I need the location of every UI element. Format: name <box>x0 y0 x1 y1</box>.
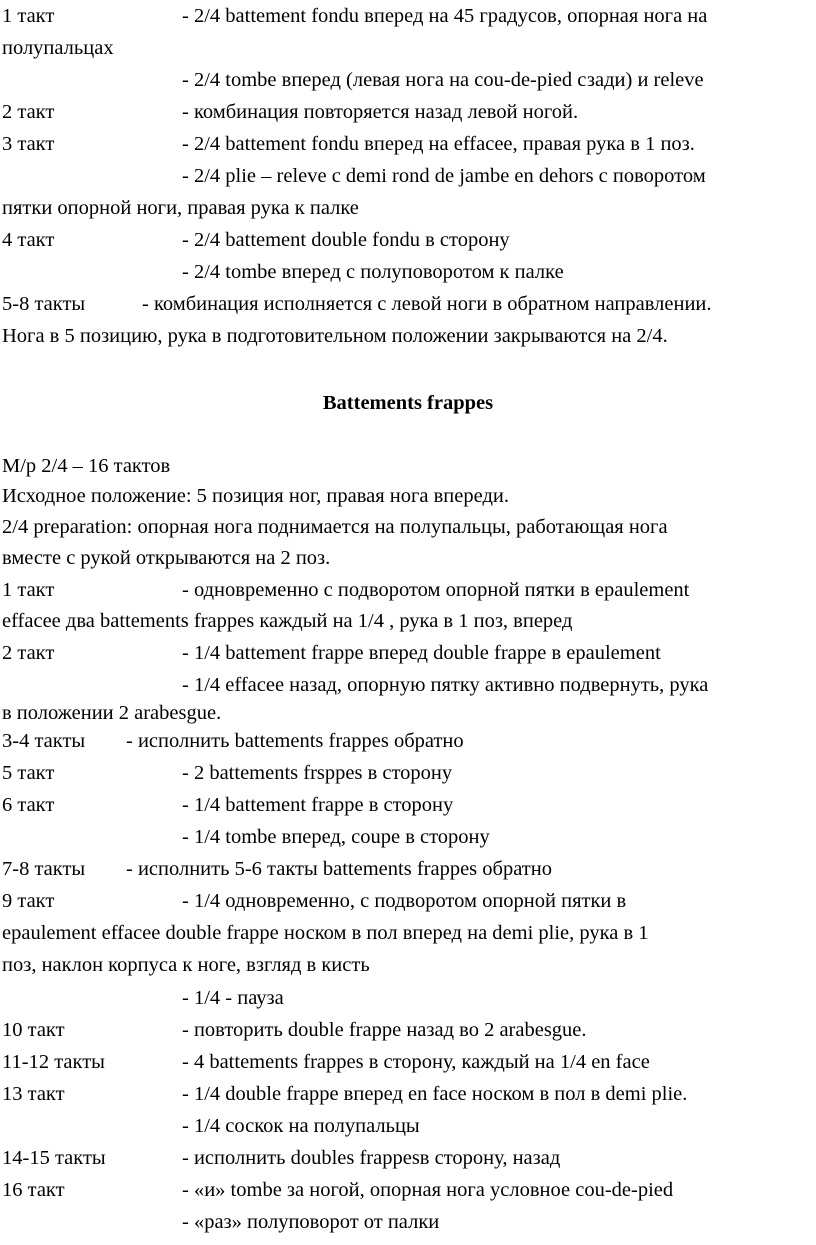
text-line <box>2 224 510 256</box>
bar-label: 14-15 такты <box>2 1147 106 1169</box>
text-line <box>2 192 359 224</box>
line-text: - 2 battements frsppes в сторону <box>182 762 453 784</box>
text-line <box>2 757 453 789</box>
text-line <box>2 949 370 981</box>
text-line <box>2 1014 587 1046</box>
bar-label: 11-12 такты <box>2 1051 105 1073</box>
text-line <box>2 288 712 320</box>
line-text: Исходное положение: 5 позиция ног, правая нога впереди. <box>2 485 509 507</box>
text-line <box>2 0 708 32</box>
bar-label: 3 такт <box>2 133 55 155</box>
line-text: - повторить double frappe назад во 2 arabesgue. <box>182 1019 587 1041</box>
line-text: - 1/4 соскок на полупальцы <box>182 1115 420 1137</box>
section-heading: Battements frappes <box>322 392 494 414</box>
text-line <box>2 542 330 574</box>
bar-label: 3-4 такты <box>2 730 86 752</box>
line-text: - «раз» полуповорот от палки <box>182 1211 440 1233</box>
line-text: - 1/4 battement frappe в сторону <box>182 794 454 816</box>
text-line <box>2 853 552 885</box>
bar-label: 9 такт <box>2 890 55 912</box>
line-text: epaulement effacee double frappe носком в пол вперед на demi plie, рука в 1 <box>2 922 649 944</box>
line-text: - 1/4 effacee назад, опорную пятку активно подвернуть, рука <box>182 674 709 696</box>
line-text: вместе с рукой открываются на 2 поз. <box>2 547 331 569</box>
line-text: - исполнить doubles frappesв сторону, назад <box>182 1147 561 1169</box>
text-line <box>2 1078 688 1110</box>
line-text: - 2/4 battement fondu вперед на effacee, правая рука в 1 поз. <box>182 133 695 155</box>
line-text: - исполнить 5-6 такты battements frappes обратно <box>126 858 552 880</box>
bar-label: 4 такт <box>2 229 55 251</box>
line-text: - «и» tombe за ногой, опорная нога условное cou-de-pied <box>182 1179 674 1201</box>
line-text: Нога в 5 позицию, рука в подготовительном положении закрываются на 2/4. <box>2 325 668 347</box>
line-text: - 1/4 double frappe вперед en face носком в пол в demi plie. <box>182 1083 688 1105</box>
line-text: поз, наклон корпуса к ноге, взгляд в кисть <box>2 954 370 976</box>
text-line <box>2 1046 650 1078</box>
text-line <box>2 1142 561 1174</box>
line-text: - 4 battements frappes в сторону, каждый на 1/4 en face <box>182 1051 650 1073</box>
bar-label: 6 такт <box>2 794 55 816</box>
text-line <box>2 320 668 352</box>
bar-label: 5 такт <box>2 762 55 784</box>
line-text: - 1/4 tombe вперед, coupe в сторону <box>182 826 490 848</box>
bar-label: 10 такт <box>2 1019 65 1041</box>
line-text: М/р 2/4 – 16 тактов <box>2 455 171 477</box>
line-text: пятки опорной ноги, правая рука к палке <box>2 197 359 219</box>
text-line <box>2 725 464 757</box>
text-line <box>2 605 572 637</box>
line-text: effacee два battements frappes каждый на 1/4 , рука в 1 поз, вперед <box>2 610 573 632</box>
bar-label: 13 такт <box>2 1083 65 1105</box>
bar-label: 1 такт <box>2 579 55 601</box>
line-text: - 2/4 battement fondu вперед на 45 градусов, опорная нога на <box>182 5 708 27</box>
line-text: - исполнить battements frappes обратно <box>126 730 464 752</box>
bar-label: 16 такт <box>2 1179 65 1201</box>
text-line <box>2 637 661 669</box>
text-line <box>2 480 509 512</box>
bar-label: 2 такт <box>2 101 55 123</box>
text-line <box>2 1174 674 1206</box>
bar-label: 5-8 такты <box>2 293 86 315</box>
line-text: - 2/4 plie – releve с demi rond de jambe en dehors с поворотом <box>182 165 706 187</box>
text-line <box>2 450 170 482</box>
line-text: - 2/4 tombe вперед (левая нога на cou-de-pied сзади) и releve <box>182 69 704 91</box>
line-text: 2/4 preparation: опорная нога поднимается на полупальцы, работающая нога <box>2 516 668 538</box>
text-line <box>2 789 454 821</box>
text-line <box>2 96 579 128</box>
line-text: - комбинация исполняется с левой ноги в обратном направлении. <box>142 293 712 315</box>
bar-label: 1 такт <box>2 5 55 27</box>
line-text: - одновременно с подворотом опорной пятки в epaulement <box>182 579 690 601</box>
line-text: - 2/4 tombe вперед с полуповоротом к палке <box>182 261 564 283</box>
line-text: в положении 2 arabesgue. <box>2 702 222 724</box>
line-text: полупальцах <box>2 37 114 59</box>
bar-label: 2 такт <box>2 642 55 664</box>
line-text: - 1/4 battement frappe вперед double frappe в epaulement <box>182 642 661 664</box>
text-line <box>2 574 690 606</box>
line-text: - 2/4 battement double fondu в сторону <box>182 229 510 251</box>
text-line <box>2 885 627 917</box>
bar-label: 7-8 такты <box>2 858 86 880</box>
line-text: - комбинация повторяется назад левой ногой. <box>182 101 579 123</box>
text-line <box>2 32 114 64</box>
text-line <box>2 511 668 543</box>
line-text: - 1/4 - пауза <box>182 987 284 1009</box>
text-line <box>2 917 649 949</box>
line-text: - 1/4 одновременно, с подворотом опорной пятки в <box>182 890 627 912</box>
text-line <box>2 128 695 160</box>
